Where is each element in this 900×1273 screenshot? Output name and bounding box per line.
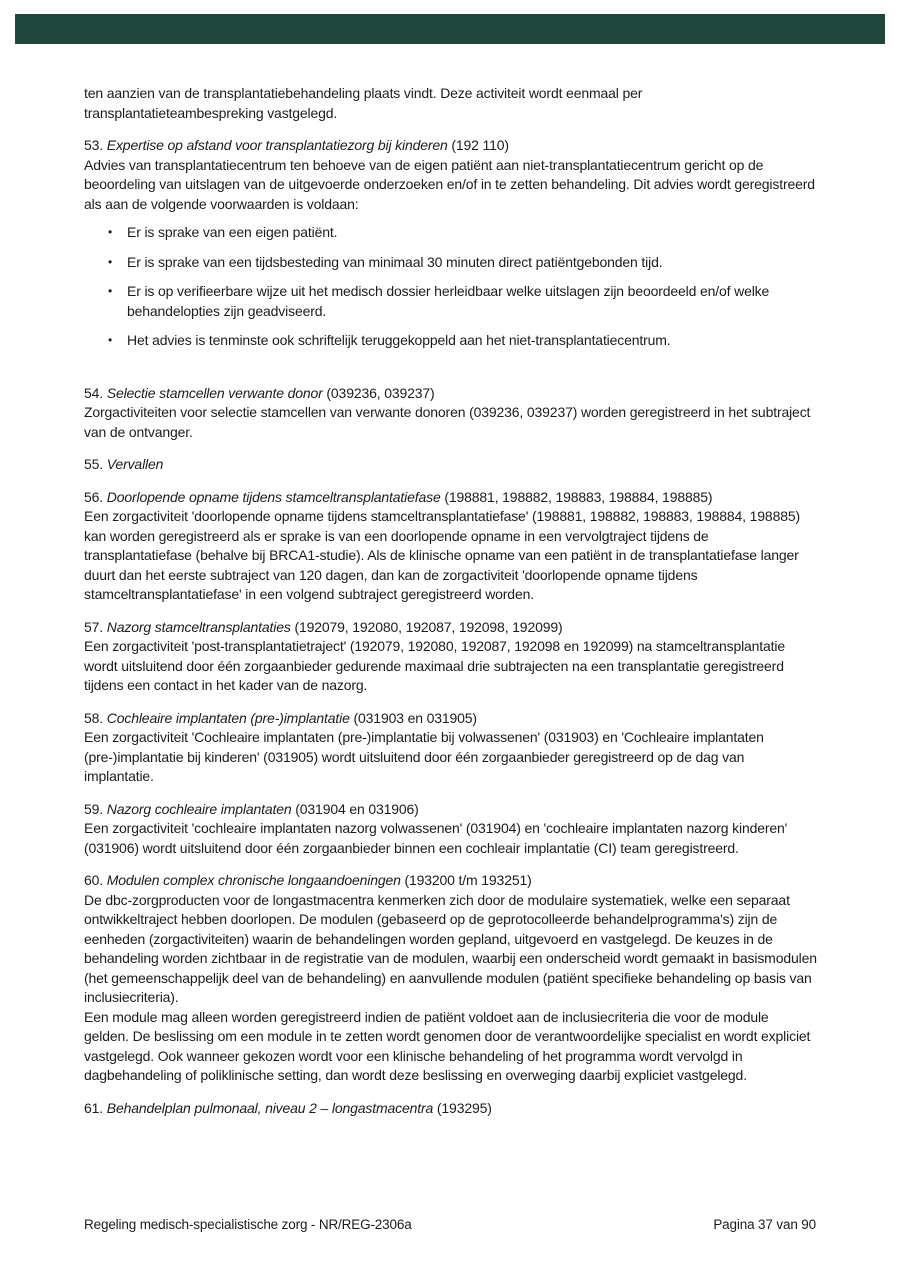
heading-code: (031903 en 031905) bbox=[349, 709, 477, 726]
section-heading bbox=[84, 618, 817, 638]
intro-paragraph: ten aanzien van de transplantatiebehandeling plaats vindt. Deze activiteit wordt eenmaal per transplantatieteambespreking vastgelegd. bbox=[84, 85, 643, 121]
heading-title: Expertise op afstand voor transplantatiezorg bij kinderen bbox=[106, 137, 448, 153]
heading-code: (193295) bbox=[433, 1099, 492, 1116]
heading-title: Doorlopende opname tijdens stamceltransplantatiefase bbox=[106, 488, 441, 505]
heading-number: 60. bbox=[84, 872, 107, 888]
heading-code: (193200 t/m 193251) bbox=[400, 872, 532, 888]
heading-number: 58. bbox=[84, 709, 107, 726]
brand-bar bbox=[15, 14, 885, 44]
paragraph: Een zorgactiviteit 'cochleaire implantaten nazorg volwassenen' (031904) en 'cochleaire implantaten nazorg kinderen' (031906) wordt uitsluitend door één zorgaanbieder binnen een cochleair implantatie (CI) team geregistreerd. bbox=[84, 820, 788, 856]
heading-title: Cochleaire implantaten (pre-)implantatie bbox=[106, 709, 350, 726]
heading-code: (192 110) bbox=[447, 137, 509, 153]
section-heading bbox=[84, 384, 817, 404]
heading-number: 59. bbox=[84, 800, 107, 817]
section-58 bbox=[84, 709, 817, 787]
section-54 bbox=[84, 384, 817, 443]
paragraph: De dbc-zorgproducten voor de longastmacentra kenmerken zich door de modulaire systematiek, welke een separaat ontwikkeltraject hebben doorlopen. De modulen (gebaseerd op de geprotocolleerde behandelprogramma's) zijn de eenheden (zorgactiviteiten) waarin de behandelingen worden gepland, uitgevoerd en vastgelegd. De keuzes in de behandeling worden zichtbaar in de registratie van de modulen, waarbij een onderscheid wordt gemaakt in basismodulen (het gemeenschappelijk deel van de behandeling) en aanvullende modulen (patiënt specifieke behandeling op basis van inclusiecriteria). bbox=[84, 891, 817, 1005]
footer-document-title: Regeling medisch-specialistische zorg - NR/REG-2306a bbox=[84, 1217, 412, 1232]
paragraph: Een zorgactiviteit 'post-transplantatietraject' (192079, 192080, 192087, 192098 en 192099) na stamceltransplantatie wordt uitsluitend door één zorgaanbieder gedurende maximaal drie subtrajecten na een transplantatie geregistreerd tijdens een contact in het kader van de nazorg. bbox=[84, 638, 786, 693]
bullet-list bbox=[84, 223, 817, 351]
paragraph: Advies van transplantatiecentrum ten behoeve van de eigen patiënt aan niet-transplantatiecentrum gericht op de beoordeling van uitslagen van de uitgevoerde onderzoeken en/of in te zetten behandeling. Dit advies wordt geregistreerd als aan de volgende voorwaarden is voldaan: bbox=[84, 156, 815, 212]
heading-code: (031904 en 031906) bbox=[291, 800, 419, 817]
heading-number: 57. bbox=[84, 618, 107, 635]
heading-title: Vervallen bbox=[106, 456, 164, 472]
section-heading bbox=[84, 1099, 817, 1119]
paragraph: Een zorgactiviteit 'doorlopende opname tijdens stamceltransplantatiefase' (198881, 198882, 198883, 198884, 198885) kan worden geregistreerd als er sprake is van een doorlopende opname in een vervolgtraject tijdens de transplantatiefase (behalve bij BRCA1-studie). Als de klinische opname van een patiënt in de transplantatiefase langer duurt dan het eerste subtraject van 120 dagen, dan kan de zorgactiviteit 'doorlopende opname tijdens stamceltransplantatiefase' in een volgend subtraject geregistreerd worden. bbox=[84, 508, 800, 602]
heading-title: Selectie stamcellen verwante donor bbox=[106, 384, 323, 401]
page-footer bbox=[84, 1217, 816, 1232]
bullet-item: • Er is op verifieerbare wijze uit het medisch dossier herleidbaar welke uitslagen zijn beoordeeld en/of welke behandelopties zijn geadviseerd. bbox=[84, 282, 817, 321]
section-59 bbox=[84, 800, 817, 859]
heading-number: 56. bbox=[84, 488, 107, 505]
heading-title: Nazorg cochleaire implantaten bbox=[106, 800, 292, 817]
heading-number: 54. bbox=[84, 384, 107, 401]
heading-title: Nazorg stamceltransplantaties bbox=[106, 618, 291, 635]
section-56 bbox=[84, 488, 817, 605]
footer-page-number: Pagina 37 van 90 bbox=[713, 1217, 816, 1232]
heading-code: (039236, 039237) bbox=[322, 384, 435, 401]
paragraph: Zorgactiviteiten voor selectie stamcellen van verwante donoren (039236, 039237) worden geregistreerd in het subtraject van de ontvanger. bbox=[84, 404, 811, 440]
section-57 bbox=[84, 618, 817, 696]
heading-code: (192079, 192080, 192087, 192098, 192099) bbox=[290, 618, 563, 635]
bullet-item: • Het advies is tenminste ook schriftelijk teruggekoppeld aan het niet-transplantatiecentrum. bbox=[84, 331, 817, 351]
section-heading bbox=[84, 488, 817, 508]
heading-code: (198881, 198882, 198883, 198884, 198885) bbox=[440, 488, 713, 505]
sections bbox=[84, 136, 817, 1118]
bullet-item: • Er is sprake van een tijdsbesteding van minimaal 30 minuten direct patiëntgebonden tijd. bbox=[84, 253, 817, 273]
heading-number: 61. bbox=[84, 1099, 107, 1116]
paragraph: Een module mag alleen worden geregistreerd indien de patiënt voldoet aan de inclusiecriteria die voor de module gelden. De beslissing om een module in te zetten wordt genomen door de verantwoordelijke specialist en wordt expliciet vastgelegd. Ook wanneer gekozen wordt voor een klinische behandeling of het programma wordt vervolgd in dagbehandeling of poliklinische setting, dan wordt deze beslissing en overweging daarbij expliciet vastgelegd. bbox=[84, 1008, 811, 1083]
section-55 bbox=[84, 455, 817, 475]
heading-title: Modulen complex chronische longaandoeningen bbox=[106, 872, 401, 888]
section-heading bbox=[84, 136, 817, 156]
section-heading bbox=[84, 800, 817, 820]
section-60 bbox=[84, 871, 817, 1086]
section-53 bbox=[84, 136, 817, 351]
section-61 bbox=[84, 1099, 817, 1119]
section-heading bbox=[84, 455, 817, 475]
document-content bbox=[84, 84, 817, 1118]
heading-title: Behandelplan pulmonaal, niveau 2 – longastmacentra bbox=[106, 1099, 434, 1116]
heading-number: 55. bbox=[84, 456, 107, 472]
section-heading bbox=[84, 709, 817, 729]
bullet-item: • Er is sprake van een eigen patiënt. bbox=[84, 223, 817, 243]
paragraph: Een zorgactiviteit 'Cochleaire implantaten (pre-)implantatie bij volwassenen' (031903) en 'Cochleaire implantaten (pre-)implantatie bij kinderen' (031905) wordt uitsluitend door één zorgaanbieder geregistreerd op de dag van implantatie. bbox=[84, 729, 764, 784]
section-heading bbox=[84, 871, 817, 891]
heading-number: 53. bbox=[84, 137, 107, 153]
